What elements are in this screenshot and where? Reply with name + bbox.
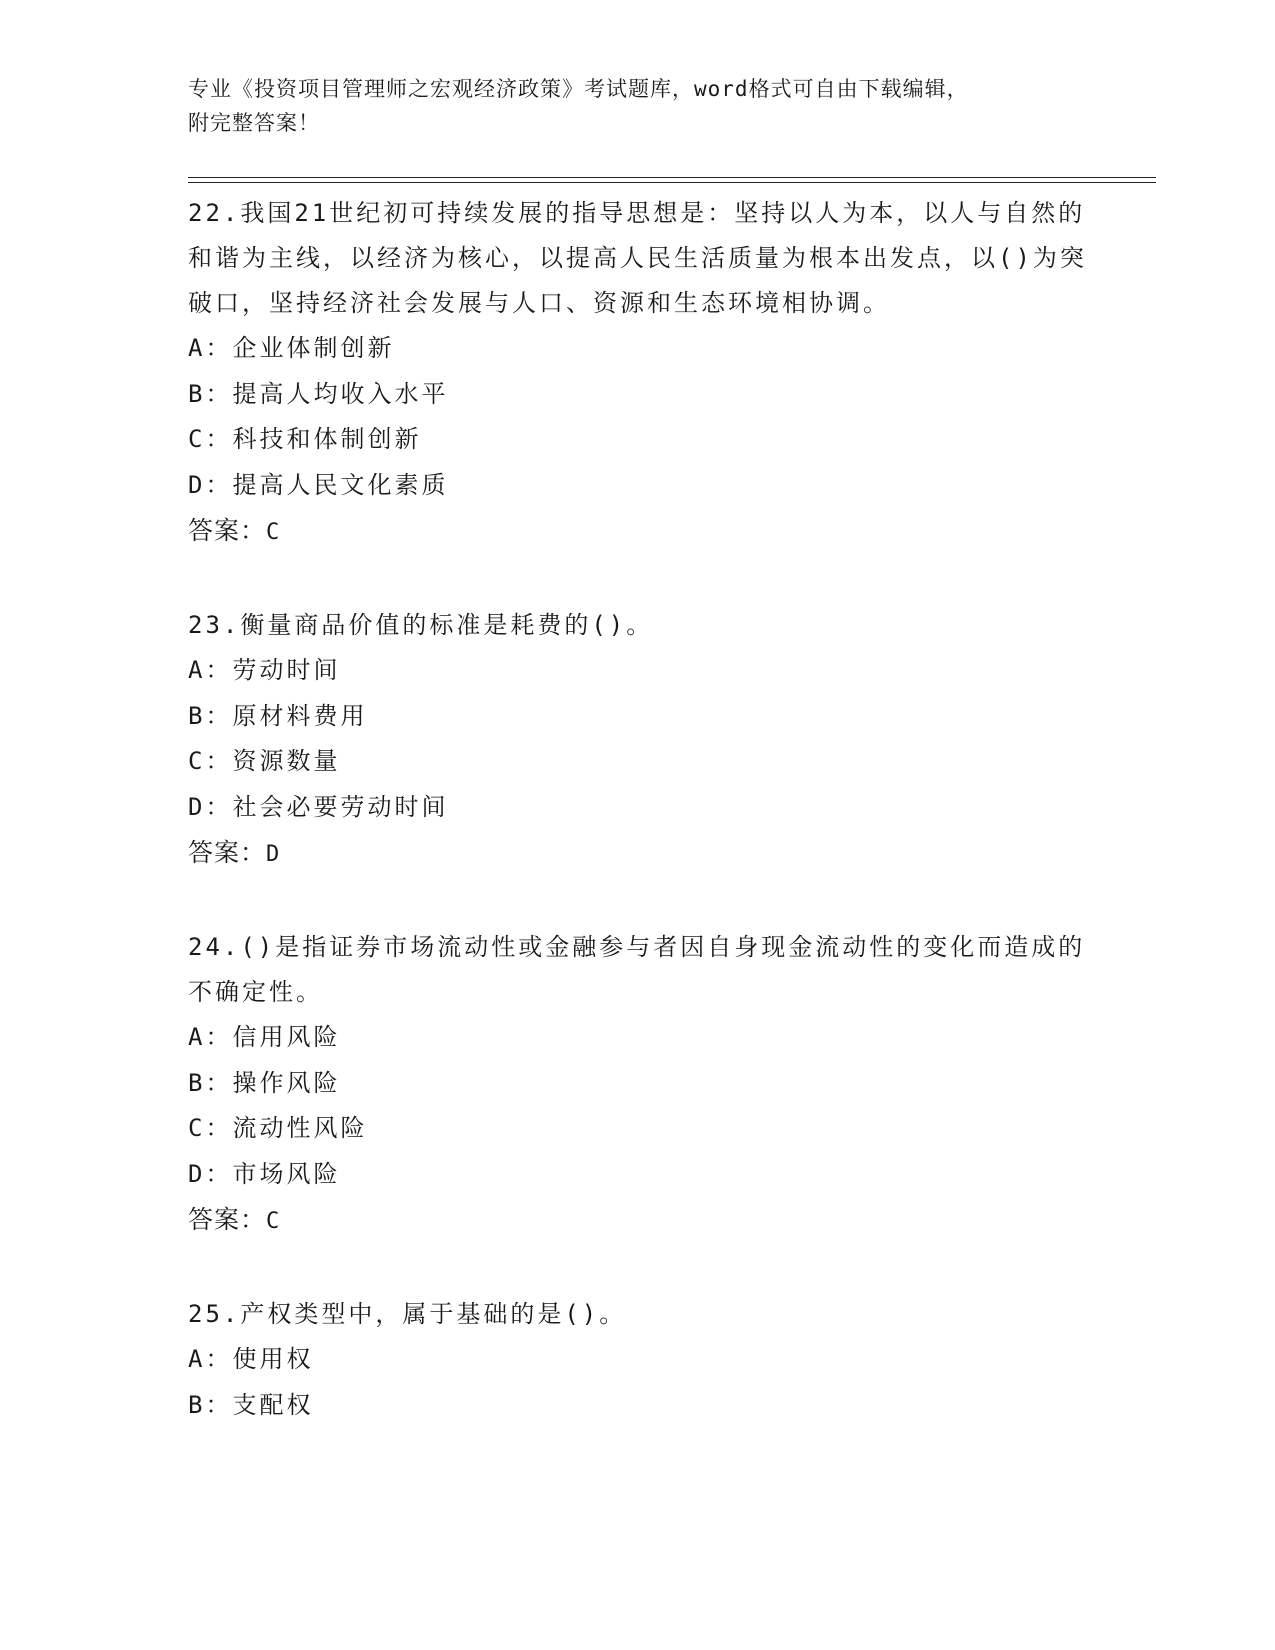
question-stem: 23.衡量商品价值的标准是耗费的()。 (188, 611, 654, 639)
option-c: C：科技和体制创新 (188, 425, 422, 453)
option-b: B：原材料费用 (188, 701, 368, 730)
answer-value: D (266, 842, 281, 867)
answer-line (188, 1197, 1088, 1245)
option-d: D：市场风险 (188, 1159, 341, 1188)
header-divider-bottom (188, 182, 1156, 183)
document-header (188, 72, 1068, 140)
option-a: A：劳动时间 (188, 656, 341, 684)
option-c: C：流动性风险 (188, 1114, 368, 1142)
answer-label: 答案： (188, 838, 267, 867)
header-line-1: 专业《投资项目管理师之宏观经济政策》考试题库，word格式可自由下载编辑， (188, 77, 969, 101)
question-22 (188, 190, 1088, 556)
option-d: D：提高人民文化素质 (188, 470, 449, 499)
option-a: A：使用权 (188, 1345, 314, 1373)
option-c: C：资源数量 (188, 747, 341, 775)
question-stem: 24.()是指证券市场流动性或金融参与者因自身现金流动性的变化而造成的不确定性。 (188, 933, 1086, 1006)
question-25 (188, 1291, 1088, 1428)
answer-label: 答案： (188, 1205, 267, 1234)
answer-line (188, 508, 1088, 556)
question-list (188, 190, 1088, 1428)
answer-value: C (266, 520, 281, 545)
header-line-2: 附完整答案！ (188, 111, 320, 135)
question-stem: 25.产权类型中，属于基础的是()。 (188, 1300, 627, 1328)
option-b: B：支配权 (188, 1390, 314, 1419)
option-b: B：提高人均收入水平 (188, 379, 449, 408)
answer-value: C (266, 1209, 281, 1234)
answer-label: 答案： (188, 516, 267, 545)
option-d: D：社会必要劳动时间 (188, 792, 449, 821)
option-a: A：信用风险 (188, 1023, 341, 1051)
answer-line (188, 830, 1088, 878)
question-23 (188, 602, 1088, 878)
question-24 (188, 924, 1088, 1245)
option-a: A：企业体制创新 (188, 334, 395, 362)
header-divider-top (188, 177, 1156, 178)
question-stem: 22.我国21世纪初可持续发展的指导思想是：坚持以人为本，以人与自然的和谐为主线，以经济为核心，以提高人民生活质量为根本出发点，以()为突破口，坚持经济社会发展与人口、资源和生态环境相协调。 (188, 199, 1087, 317)
option-b: B：操作风险 (188, 1068, 341, 1097)
